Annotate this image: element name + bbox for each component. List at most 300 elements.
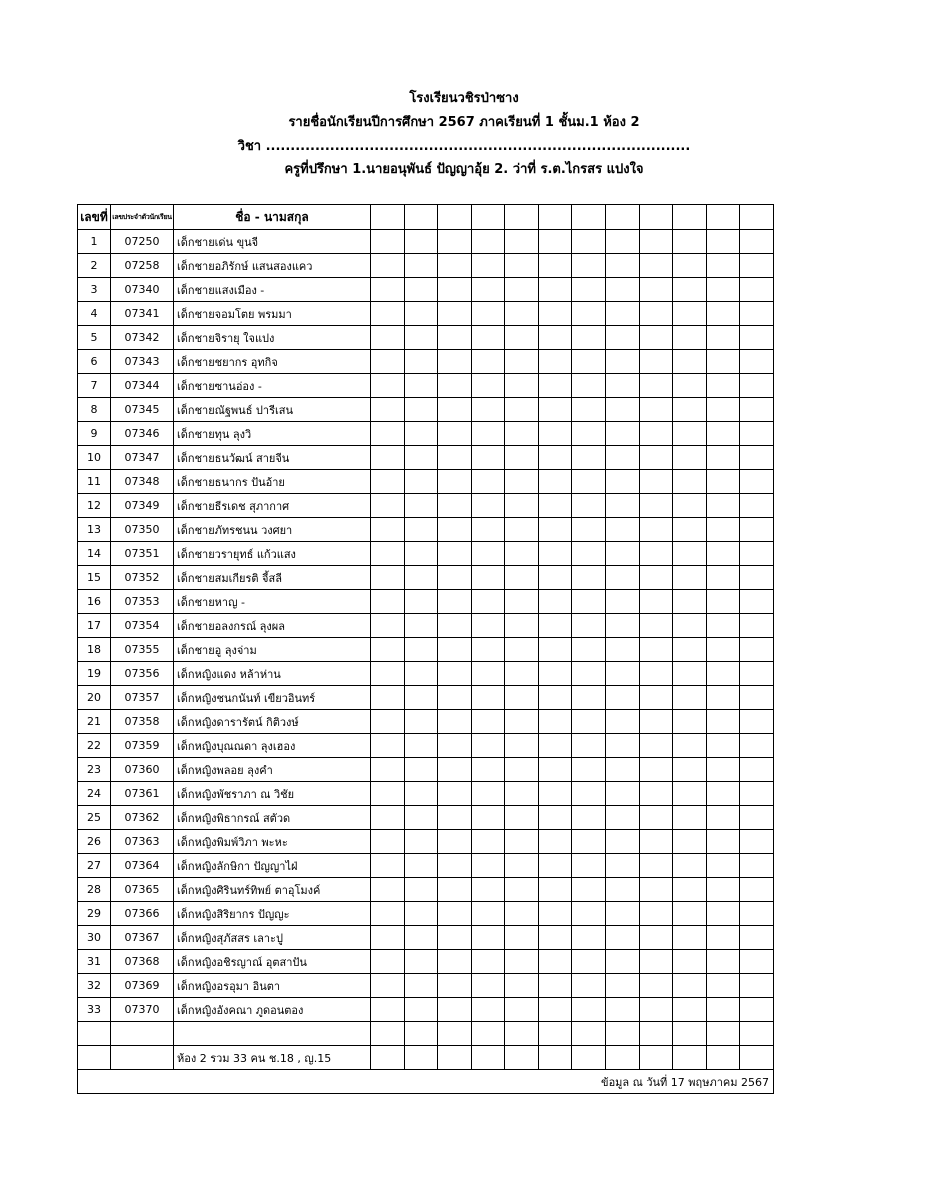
blank-cell	[606, 806, 640, 830]
table-row	[78, 326, 774, 350]
blank-cell	[740, 782, 774, 806]
blank-cell	[572, 278, 606, 302]
blank-cell	[740, 254, 774, 278]
student-id: 07365	[111, 878, 174, 902]
table-row	[78, 230, 774, 254]
student-name: เด็กชายวรายุทธ์ แก้วแสง	[174, 542, 371, 566]
blank-cell	[471, 518, 505, 542]
blank-cell	[371, 350, 405, 374]
blank-cell	[606, 302, 640, 326]
student-number: 13	[78, 518, 111, 542]
blank-cell	[606, 710, 640, 734]
blank-cell	[505, 494, 539, 518]
student-id: 07340	[111, 278, 174, 302]
blank-cell	[505, 1046, 539, 1070]
blank-cell	[404, 566, 438, 590]
blank-cell	[538, 230, 572, 254]
student-id: 07366	[111, 902, 174, 926]
student-name: เด็กหญิงพัชราภา ณ วิชัย	[174, 782, 371, 806]
blank-cell	[706, 518, 740, 542]
blank-cell	[706, 254, 740, 278]
blank-cell	[404, 254, 438, 278]
blank-cell	[606, 950, 640, 974]
table-row	[78, 398, 774, 422]
blank-cell	[706, 470, 740, 494]
blank-cell	[740, 566, 774, 590]
advisor-line: ครูที่ปรึกษา 1.นายอนุพันธ์ ปัญญาอุ้ย 2. ว่าที่ ร.ต.ไกรสร แปงใจ	[284, 162, 644, 177]
blank-cell	[740, 926, 774, 950]
student-id: 07361	[111, 782, 174, 806]
blank-cell	[438, 614, 472, 638]
student-number: 20	[78, 686, 111, 710]
blank-cell	[538, 662, 572, 686]
blank-cell	[740, 1046, 774, 1070]
blank-cell	[505, 662, 539, 686]
blank-cell	[740, 326, 774, 350]
blank-cell	[639, 326, 673, 350]
blank-cell	[572, 254, 606, 278]
header-blank-column	[505, 205, 539, 230]
header-blank-column	[706, 205, 740, 230]
blank-cell	[404, 662, 438, 686]
blank-cell	[505, 302, 539, 326]
blank-cell	[404, 710, 438, 734]
blank-cell	[371, 278, 405, 302]
student-name: เด็กชายณัฐพนธ์ ปารีเสน	[174, 398, 371, 422]
blank-cell	[606, 326, 640, 350]
blank-cell	[438, 230, 472, 254]
blank-cell	[505, 878, 539, 902]
blank-cell	[572, 494, 606, 518]
blank-cell	[740, 662, 774, 686]
blank-cell	[673, 374, 707, 398]
blank-cell	[572, 302, 606, 326]
blank-cell	[78, 1046, 111, 1070]
blank-cell	[706, 1046, 740, 1070]
blank-cell	[740, 758, 774, 782]
student-name: เด็กหญิงสิริยากร ปัญญะ	[174, 902, 371, 926]
student-name: เด็กชายอู ลุงจ่าม	[174, 638, 371, 662]
student-id: 07344	[111, 374, 174, 398]
blank-cell	[639, 422, 673, 446]
blank-cell	[471, 950, 505, 974]
blank-cell	[371, 446, 405, 470]
blank-cell	[673, 254, 707, 278]
blank-cell	[371, 782, 405, 806]
blank-cell	[606, 566, 640, 590]
table-row	[78, 374, 774, 398]
student-number: 26	[78, 830, 111, 854]
header-number: เลขที่	[78, 205, 111, 230]
blank-cell	[673, 782, 707, 806]
blank-cell	[606, 638, 640, 662]
table-row	[78, 446, 774, 470]
blank-cell	[538, 1046, 572, 1070]
blank-cell	[673, 1046, 707, 1070]
blank-cell	[371, 302, 405, 326]
blank-cell	[404, 422, 438, 446]
blank-cell	[505, 566, 539, 590]
blank-cell	[740, 998, 774, 1022]
blank-cell	[438, 974, 472, 998]
blank-cell	[404, 446, 438, 470]
blank-cell	[673, 686, 707, 710]
student-number: 9	[78, 422, 111, 446]
blank-cell	[471, 1022, 505, 1046]
blank-cell	[740, 470, 774, 494]
blank-cell	[639, 254, 673, 278]
subject-line: วิชา ......................................................................................	[237, 139, 691, 154]
blank-cell	[404, 614, 438, 638]
blank-cell	[438, 710, 472, 734]
blank-cell	[538, 542, 572, 566]
blank-cell	[673, 902, 707, 926]
blank-cell	[673, 830, 707, 854]
blank-cell	[572, 662, 606, 686]
student-id: 07369	[111, 974, 174, 998]
table-row	[78, 278, 774, 302]
blank-cell	[538, 686, 572, 710]
blank-cell	[505, 926, 539, 950]
blank-cell	[673, 230, 707, 254]
blank-cell	[404, 950, 438, 974]
blank-cell	[606, 662, 640, 686]
blank-cell	[505, 470, 539, 494]
student-number: 23	[78, 758, 111, 782]
blank-cell	[639, 926, 673, 950]
blank-cell	[471, 710, 505, 734]
blank-cell	[404, 278, 438, 302]
student-number: 31	[78, 950, 111, 974]
blank-cell	[673, 734, 707, 758]
blank-cell	[706, 446, 740, 470]
blank-cell	[673, 542, 707, 566]
blank-cell	[740, 806, 774, 830]
blank-cell	[371, 1046, 405, 1070]
blank-cell	[606, 758, 640, 782]
blank-cell	[673, 806, 707, 830]
table-row	[78, 854, 774, 878]
student-id: 07350	[111, 518, 174, 542]
blank-cell	[438, 254, 472, 278]
class-summary: ห้อง 2 รวม 33 คน ช.18 , ญ.15	[174, 1046, 371, 1070]
blank-cell	[606, 830, 640, 854]
blank-cell	[505, 590, 539, 614]
student-number: 8	[78, 398, 111, 422]
table-row	[78, 638, 774, 662]
blank-cell	[471, 974, 505, 998]
blank-cell	[471, 326, 505, 350]
blank-cell	[371, 1022, 405, 1046]
blank-cell	[404, 926, 438, 950]
blank-cell	[404, 998, 438, 1022]
student-name: เด็กชายแสงเมือง -	[174, 278, 371, 302]
student-id: 07355	[111, 638, 174, 662]
blank-cell	[438, 878, 472, 902]
blank-cell	[740, 302, 774, 326]
blank-cell	[538, 278, 572, 302]
student-number: 15	[78, 566, 111, 590]
blank-cell	[706, 710, 740, 734]
blank-cell	[404, 326, 438, 350]
blank-cell	[404, 878, 438, 902]
student-name: เด็กชายจอมโตย พรมมา	[174, 302, 371, 326]
blank-cell	[606, 422, 640, 446]
blank-cell	[505, 758, 539, 782]
blank-cell	[438, 518, 472, 542]
blank-cell	[639, 734, 673, 758]
blank-cell	[740, 542, 774, 566]
blank-cell	[706, 278, 740, 302]
blank-cell	[505, 638, 539, 662]
blank-cell	[505, 446, 539, 470]
blank-cell	[471, 302, 505, 326]
blank-cell	[606, 782, 640, 806]
blank-cell	[505, 950, 539, 974]
table-header-row	[78, 205, 774, 230]
blank-cell	[706, 974, 740, 998]
student-id: 07367	[111, 926, 174, 950]
blank-cell	[639, 998, 673, 1022]
blank-cell	[538, 830, 572, 854]
blank-cell	[371, 374, 405, 398]
data-as-of-date: ข้อมูล ณ วันที่ 17 พฤษภาคม 2567	[78, 1070, 774, 1094]
blank-cell	[606, 518, 640, 542]
student-id: 07347	[111, 446, 174, 470]
blank-cell	[438, 998, 472, 1022]
blank-cell	[572, 638, 606, 662]
summary-row	[78, 1046, 774, 1070]
blank-cell	[471, 398, 505, 422]
blank-cell	[505, 734, 539, 758]
blank-cell	[639, 1046, 673, 1070]
blank-cell	[371, 734, 405, 758]
table-row	[78, 806, 774, 830]
blank-cell	[471, 1046, 505, 1070]
header-blank-column	[538, 205, 572, 230]
blank-cell	[639, 542, 673, 566]
blank-cell	[572, 542, 606, 566]
blank-cell	[438, 590, 472, 614]
blank-cell	[639, 710, 673, 734]
student-name: เด็กชายธนวัฒน์ สายจีน	[174, 446, 371, 470]
blank-cell	[471, 494, 505, 518]
as-of-row	[78, 1070, 774, 1094]
blank-cell	[673, 566, 707, 590]
blank-cell	[538, 422, 572, 446]
blank-cell	[740, 638, 774, 662]
blank-cell	[404, 494, 438, 518]
student-name: เด็กชายเด่น ขุนจี	[174, 230, 371, 254]
blank-cell	[471, 998, 505, 1022]
blank-cell	[572, 350, 606, 374]
blank-cell	[471, 350, 505, 374]
student-id: 07363	[111, 830, 174, 854]
blank-cell	[639, 350, 673, 374]
blank-cell	[438, 446, 472, 470]
blank-cell	[538, 254, 572, 278]
blank-cell	[471, 422, 505, 446]
school-name: โรงเรียนวชิรป่าซาง	[409, 91, 519, 106]
student-number: 16	[78, 590, 111, 614]
student-id: 07343	[111, 350, 174, 374]
student-number: 11	[78, 470, 111, 494]
blank-cell	[471, 374, 505, 398]
blank-cell	[740, 950, 774, 974]
blank-cell	[639, 854, 673, 878]
blank-cell	[572, 1022, 606, 1046]
blank-cell	[538, 782, 572, 806]
blank-cell	[404, 806, 438, 830]
student-number: 5	[78, 326, 111, 350]
blank-cell	[639, 758, 673, 782]
student-name: เด็กชายทุน ลุงวิ	[174, 422, 371, 446]
blank-cell	[404, 686, 438, 710]
table-row	[78, 830, 774, 854]
student-name: เด็กหญิงแดง หล้าห่าน	[174, 662, 371, 686]
student-name: เด็กชายธนากร ปันอ้าย	[174, 470, 371, 494]
blank-cell	[438, 1022, 472, 1046]
blank-cell	[505, 782, 539, 806]
blank-cell	[706, 950, 740, 974]
blank-cell	[639, 950, 673, 974]
blank-cell	[673, 326, 707, 350]
student-id: 07348	[111, 470, 174, 494]
blank-cell	[706, 302, 740, 326]
blank-cell	[505, 710, 539, 734]
blank-cell	[706, 902, 740, 926]
blank-cell	[606, 998, 640, 1022]
blank-cell	[639, 566, 673, 590]
header-blank-column	[471, 205, 505, 230]
blank-cell	[371, 326, 405, 350]
student-name: เด็กหญิงดารารัตน์ กิติวงษ์	[174, 710, 371, 734]
roster-title: รายชื่อนักเรียนปีการศึกษา 2567 ภาคเรียนที่ 1 ชั้นม.1 ห้อง 2	[288, 115, 640, 130]
student-number: 27	[78, 854, 111, 878]
blank-cell	[404, 374, 438, 398]
blank-cell	[740, 350, 774, 374]
blank-cell	[471, 854, 505, 878]
blank-cell	[639, 494, 673, 518]
blank-cell	[740, 830, 774, 854]
header-blank-column	[673, 205, 707, 230]
blank-cell	[471, 638, 505, 662]
blank-cell	[438, 302, 472, 326]
blank-cell	[673, 974, 707, 998]
blank-cell	[639, 638, 673, 662]
blank-cell	[706, 758, 740, 782]
blank-cell	[706, 686, 740, 710]
blank-cell	[404, 230, 438, 254]
blank-cell	[706, 1022, 740, 1046]
blank-cell	[740, 902, 774, 926]
blank-cell	[706, 830, 740, 854]
blank-cell	[639, 374, 673, 398]
blank-cell	[606, 542, 640, 566]
student-name: เด็กหญิงพิมพ์วิภา พะหะ	[174, 830, 371, 854]
student-id: 07353	[111, 590, 174, 614]
blank-cell	[371, 902, 405, 926]
blank-cell	[505, 806, 539, 830]
blank-cell	[706, 422, 740, 446]
blank-cell	[505, 902, 539, 926]
blank-cell	[572, 230, 606, 254]
blank-cell	[371, 926, 405, 950]
table-row	[78, 758, 774, 782]
header-full-name: ชื่อ - นามสกุล	[174, 205, 371, 230]
blank-cell	[371, 758, 405, 782]
blank-cell	[438, 326, 472, 350]
blank-cell	[706, 806, 740, 830]
blank-cell	[706, 326, 740, 350]
blank-cell	[471, 734, 505, 758]
blank-cell	[673, 302, 707, 326]
blank-cell	[740, 446, 774, 470]
blank-cell	[471, 254, 505, 278]
blank-cell	[572, 470, 606, 494]
blank-cell	[404, 1046, 438, 1070]
blank-cell	[505, 350, 539, 374]
student-number: 33	[78, 998, 111, 1022]
blank-cell	[438, 734, 472, 758]
blank-cell	[438, 902, 472, 926]
student-id: 07357	[111, 686, 174, 710]
table-row	[78, 734, 774, 758]
blank-cell	[639, 302, 673, 326]
blank-cell	[538, 998, 572, 1022]
blank-cell	[572, 806, 606, 830]
blank-cell	[606, 974, 640, 998]
blank-cell	[538, 566, 572, 590]
blank-cell	[572, 686, 606, 710]
student-number: 14	[78, 542, 111, 566]
blank-cell	[740, 278, 774, 302]
blank-cell	[706, 614, 740, 638]
blank-cell	[505, 974, 539, 998]
blank-cell	[505, 254, 539, 278]
blank-cell	[706, 566, 740, 590]
blank-cell	[438, 422, 472, 446]
blank-cell	[673, 854, 707, 878]
student-id: 07360	[111, 758, 174, 782]
blank-cell	[438, 350, 472, 374]
blank-cell	[371, 566, 405, 590]
blank-cell	[471, 614, 505, 638]
blank-cell	[371, 854, 405, 878]
blank-cell	[371, 830, 405, 854]
header-blank-column	[404, 205, 438, 230]
blank-cell	[673, 422, 707, 446]
student-number: 29	[78, 902, 111, 926]
blank-cell	[404, 470, 438, 494]
blank-cell	[673, 710, 707, 734]
blank-cell	[471, 278, 505, 302]
blank-cell	[471, 902, 505, 926]
blank-cell	[572, 590, 606, 614]
table-row	[78, 710, 774, 734]
student-number: 3	[78, 278, 111, 302]
student-id: 07342	[111, 326, 174, 350]
blank-cell	[572, 614, 606, 638]
blank-cell	[404, 518, 438, 542]
blank-cell	[371, 470, 405, 494]
blank-cell	[673, 350, 707, 374]
student-number: 17	[78, 614, 111, 638]
student-name: เด็กหญิงพิธากรณ์ สตัวด	[174, 806, 371, 830]
student-id: 07364	[111, 854, 174, 878]
blank-cell	[639, 878, 673, 902]
blank-cell	[673, 926, 707, 950]
